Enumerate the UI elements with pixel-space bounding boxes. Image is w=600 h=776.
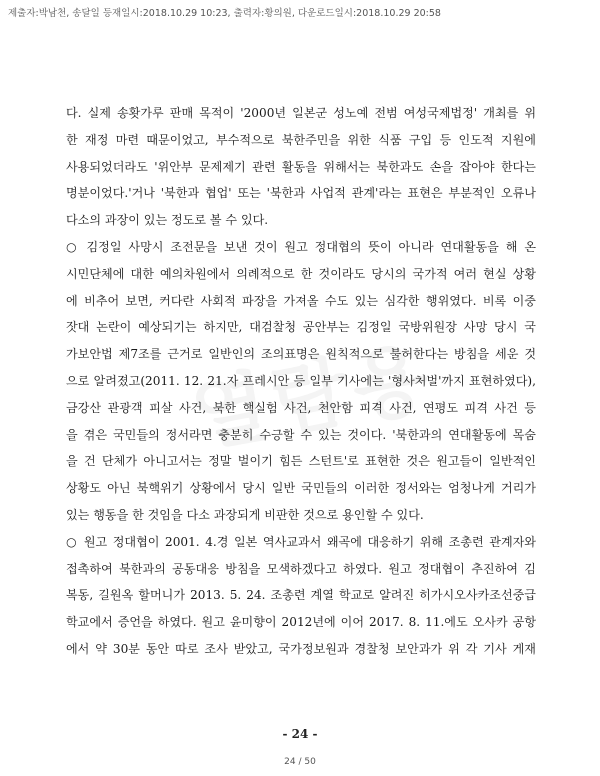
document-body	[66, 100, 536, 663]
body-line: 으로 알려졌고(2011. 12. 21.자 프레시안 등 일부 기사에는 '형사처벌'까지 표현하였다),	[66, 373, 536, 388]
body-line: 사용되었더라도 '위안부 문제제기 관련 활동을 위해서는 북한과도 손을 잡아야 한다는	[66, 159, 536, 174]
body-line: 다. 실제 송홧가루 판매 목적이 '2000년 일본군 성노예 전범 여성국제법정' 개최를 위	[66, 106, 536, 120]
body-line: 에 비추어 보면, 커다란 사회적 파장을 가져올 수도 있는 심각한 행위였다. 비록 이중	[66, 293, 536, 308]
body-line: 있는 행동을 한 것임을 다소 과장되게 비판한 것으로 용인할 수 있다.	[66, 507, 424, 522]
body-line: 명분이었다.'거나 '북한과 협업' 또는 '북한과 사업적 관계'라는 표현은 부분적인 오류나	[66, 186, 536, 201]
body-line: 접촉하여 북한과의 공동대응 방침을 모색하겠다고 하였다. 원고 정대협이 추진하여 김	[66, 561, 536, 576]
body-line: 금강산 관광객 피살 사건, 북한 핵실험 사건, 천안함 피격 사건, 연평도 피격 사건 등	[66, 400, 536, 415]
body-line: ○ 원고 정대협이 2001. 4.경 일본 역사교과서 왜곡에 대응하기 위해 조총련 관계자와	[66, 534, 536, 549]
body-line: 학교에서 증언을 하였다. 원고 윤미향이 2012년에 이어 2017. 8. 11.에도 오사카 공항	[66, 615, 536, 630]
body-line: ○ 김정일 사망시 조전문을 보낸 것이 원고 정대협의 뜻이 아니라 연대활동을 해 온	[66, 239, 536, 254]
page-number: - 24 -	[282, 727, 318, 741]
body-line: 상황도 아닌 북핵위기 상황에서 당시 일반 국민들의 이러한 정서와는 엄청나게 거리가	[66, 481, 536, 496]
page-count: 24 / 50	[284, 757, 316, 767]
document-output-metadata: 제출자:박남천, 송달일 등재일시:2018.10.29 10:23, 출력자:황의원, 다운로드일시:2018.10.29 20:58	[8, 8, 441, 19]
body-line: 복동, 길원옥 할머니가 2013. 5. 24. 조총련 계열 학교로 알려진 히가시오사카조선중급	[66, 588, 536, 603]
body-line: 에서 약 30분 동안 따로 조사 받았고, 국가정보원과 경찰청 보안과가 위 각 기사 게재	[66, 641, 536, 656]
body-line: 한 재정 마련 때문이었고, 부수적으로 북한주민을 위한 식품 구입 등 인도적 지원에	[66, 132, 536, 147]
body-line: 가보안법 제7조를 근거로 일반인의 조의표명은 원칙적으로 불허한다는 방침을 세운 것	[66, 347, 536, 362]
body-line: 다소의 과장이 있는 정도로 볼 수 있다.	[66, 213, 269, 228]
body-line: 을 건 단체가 아니고서는 정말 벌이기 힘든 스턴트'로 표현한 것은 원고들이 일반적인	[66, 454, 536, 469]
body-line: 을 겪은 국민들의 정서라면 충분히 수긍할 수 있는 것이다. '북한과의 연대활동에 목숨	[66, 427, 536, 442]
body-line: 잣대 논란이 예상되기는 하지만, 대검찰청 공안부는 김정일 국방위원장 사망 당시 국	[66, 320, 536, 335]
body-line: 시민단체에 대한 예의차원에서 의례적으로 한 것이라도 당시의 국가적 여러 현실 상황	[66, 266, 536, 281]
